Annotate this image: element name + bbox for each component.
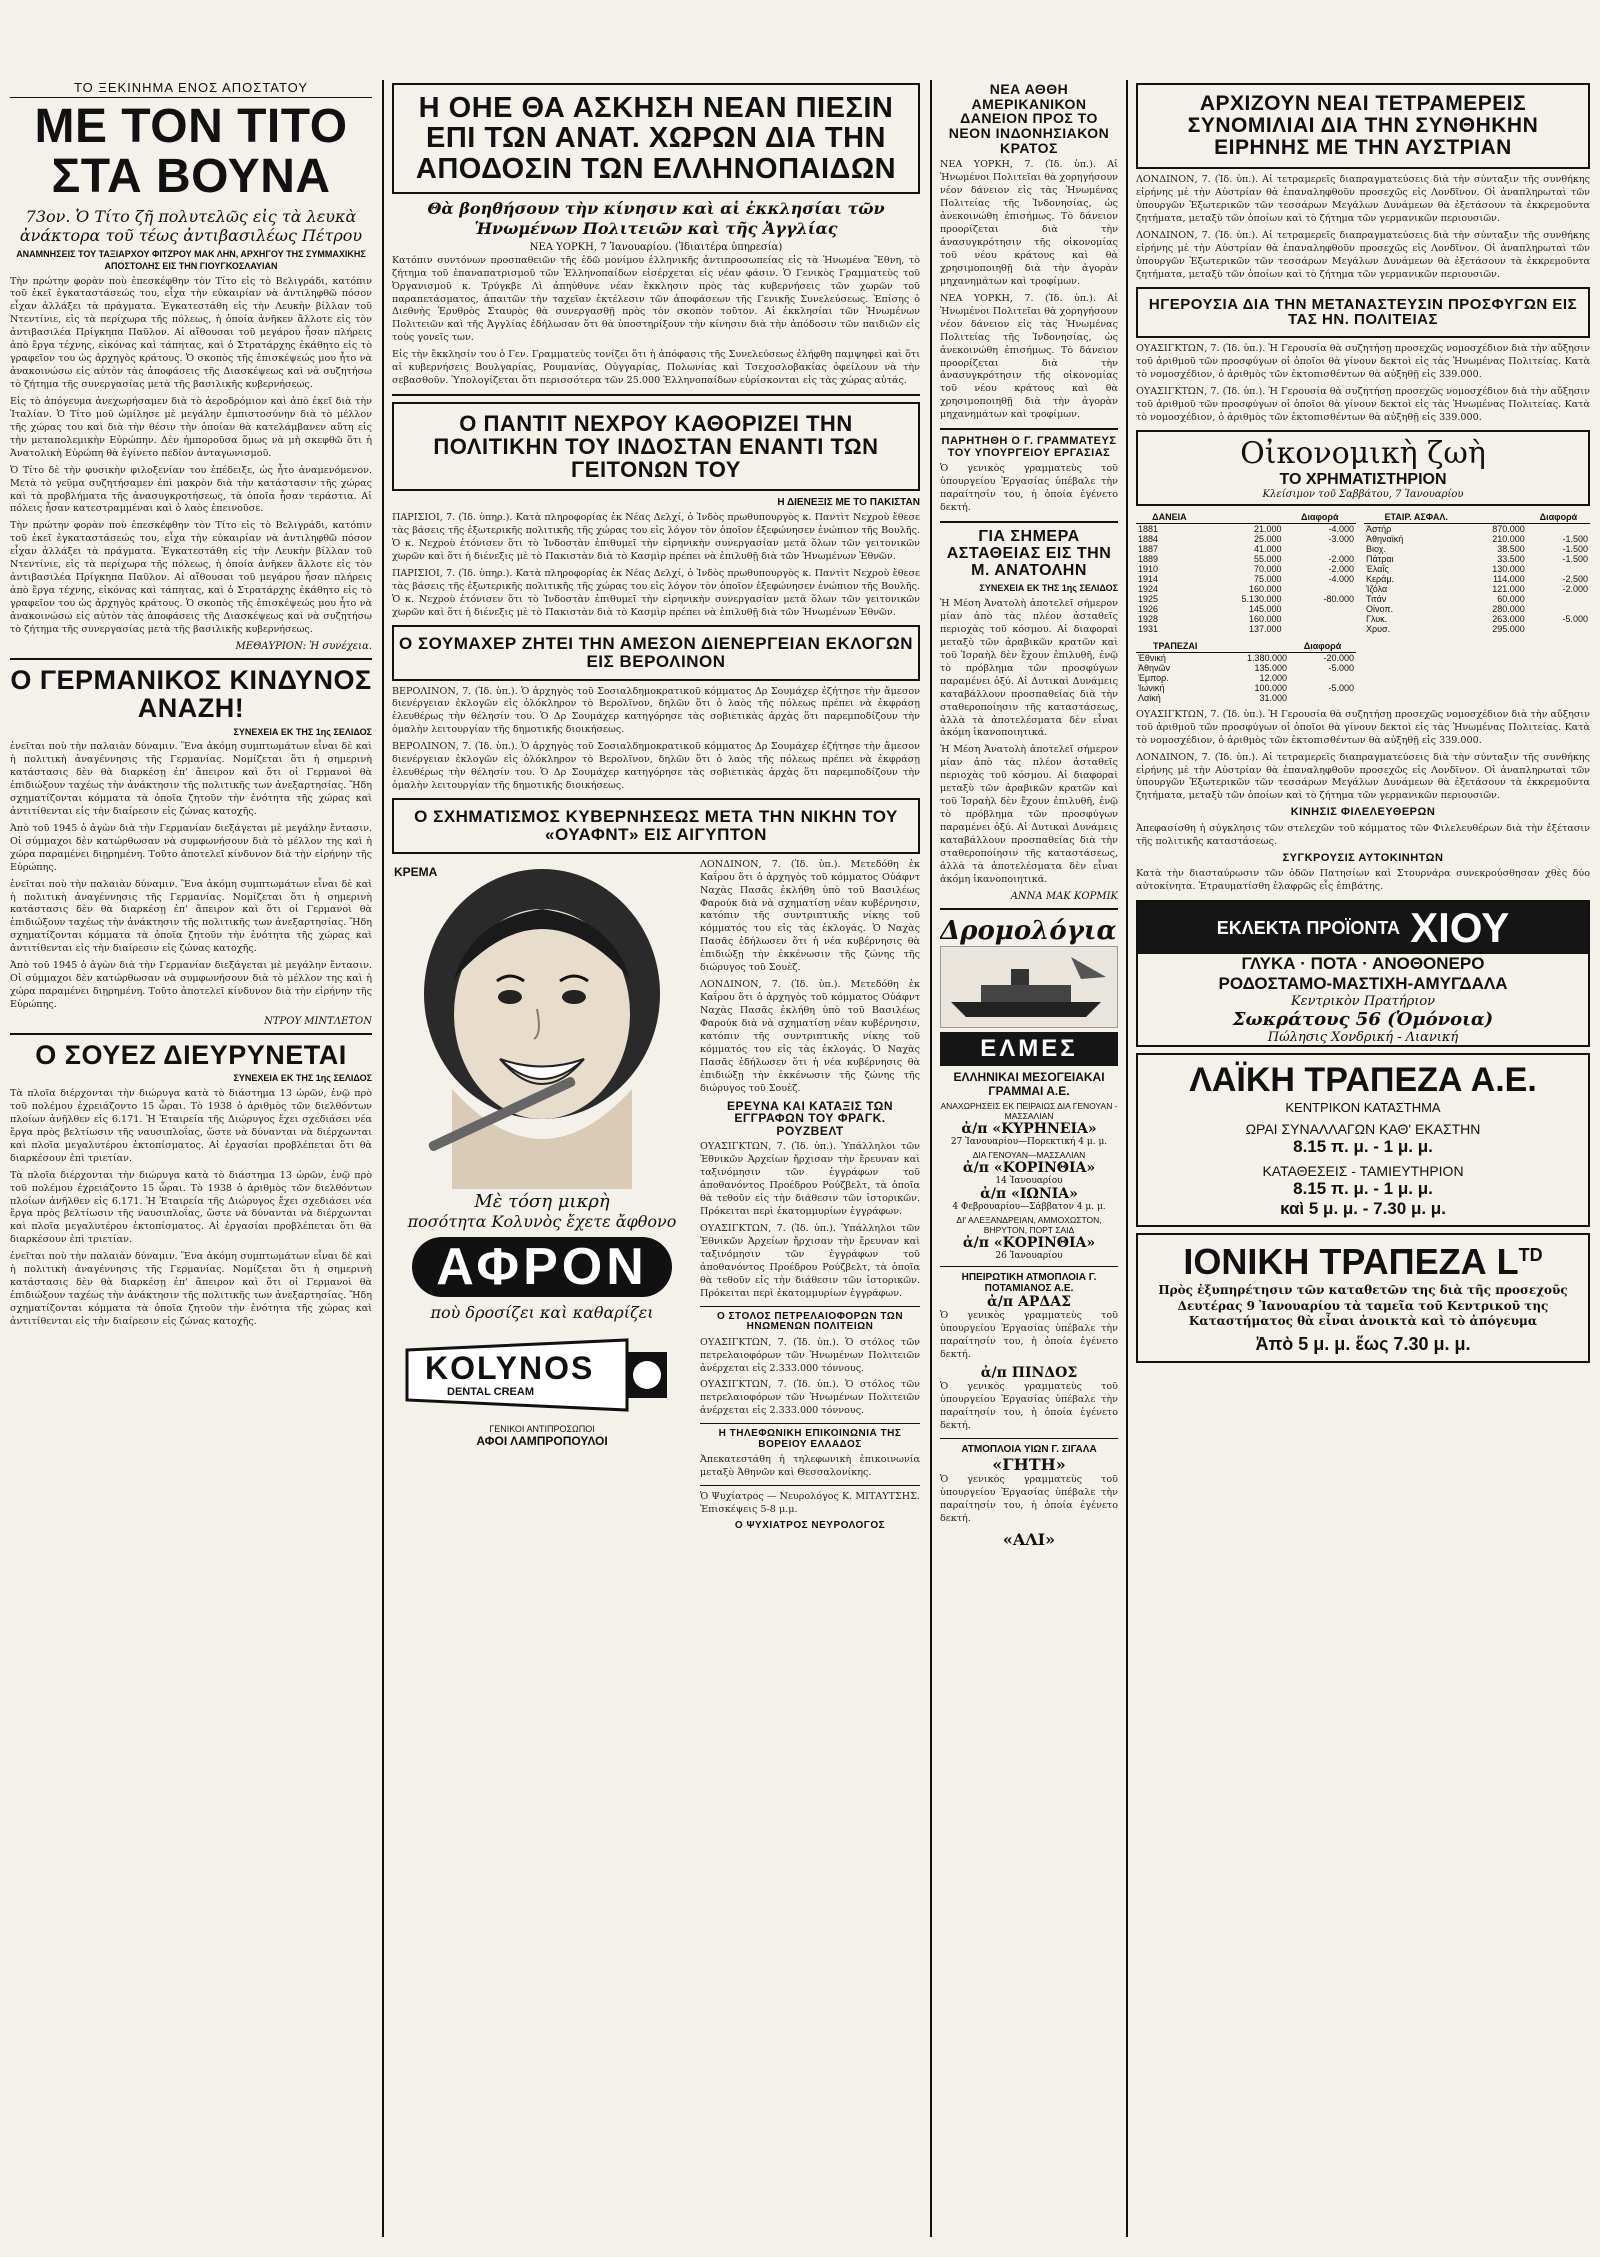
headline-telephone: Η ΤΗΛΕΦΩΝΙΚΗ ΕΠΙΚΟΙΝΩΝΙΑ ΤΗΣ ΒΟΡΕΙΟΥ ΕΛΛΑΔΟΣ <box>718 1428 902 1450</box>
table-cell <box>1284 604 1356 614</box>
table-cell: 280.000 <box>1492 603 1525 614</box>
table-cell: Πάτραι <box>1366 553 1394 564</box>
article-body: ΒΕΡΟΛΙΝΟΝ, 7. (Ἰδ. ὑπ.). Ὁ ἀρχηγὸς τοῦ Σοσιαλδημοκρατικοῦ κόμματος Δρ Σουμάχερ ἐζήτησε τὴν ἄμεσον διενέργειαν ἐκλογῶν εἰς ὁλόκληρον τὸ Βερολῖνον, δηλῶν ὅτι ὁ λαὸς τῆς πόλεως πρέπει νὰ ἐκφράσῃ ἐλευθέρως τὴν θέλησίν του. Ὁ Δρ Σουμάχερ κατηγόρησε τὰς σοβιετικὰς ἀρχὰς ὅτι παρεμποδίζουν τὴν ὁμαλὴν λειτουργίαν τῆς δημοτικῆς διοικήσεως. <box>392 741 920 792</box>
tube-subtext: DENTAL CREAM <box>447 1385 534 1398</box>
insurance-table <box>1364 511 1590 634</box>
table-row <box>1136 564 1356 574</box>
smiling-woman-icon <box>392 859 692 1189</box>
shipping-ad <box>940 916 1118 1549</box>
table-header <box>1214 640 1289 653</box>
table-row <box>1136 523 1356 534</box>
table-header: Διαφορά <box>1527 511 1590 524</box>
divider <box>392 394 920 396</box>
headline-indonesia: ΝΕΑ ΑΘΘΗ ΑΜΕΡΙΚΑΝΙΚΟΝ ΔΑΝΕΙΟΝ ΠΡΟΣ ΤΟ ΝΕΟΝ ΙΝΔΟΝΗΣΙΑΚΟΝ ΚΡΑΤΟΣ <box>948 81 1110 156</box>
article-body: Τὴν πρώτην φορὰν ποὺ ἐπεσκέφθην τὸν Τίτο εἰς τὸ Βελιγράδι, κατόπιν τοῦ ἐκεῖ ἐγκαταστάσεώς του, εἶχα τὴν εὐκαιρίαν νὰ ἀντιληφθῶ πόσον εἶχαν ἀλλάξει τὰ πράγματα. Ἐγκατεστάθη εἰς τὴν Λευκὴν βίλλαν τοῦ Ντεντίνιε, εἰς τὰ περίχωρα τῆς πόλεως, ἡ ὁποία ἀνῆκεν ἄλλοτε εἰς τὸν ἀντιβασιλέα Πρίγκηπα Παῦλον. Αἱ αἴθουσαι τοῦ μεγάρου ἦσαν πλήρεις ἀπὸ ἔργα τέχνης, εἰκόνας καὶ τάπητας, καὶ ὁ Στρατάρχης ἐκάθητο εἰς τὸ γραφεῖον του ὡς ἀρχηγὸς κράτους. Ὁ σκοπὸς τῆς ἐπισκέψεώς μου ἦτο νὰ ἀνακοινώσω εἰς αὐτὸν τὰς ἀποφάσεις τῆς Διασκέψεως καὶ νὰ συζητήσω τὸ ζήτημα τῆς συνεργασίας μετὰ τῆς βασιλικῆς κυβερνήσεως. <box>10 520 372 635</box>
table-row <box>1136 534 1356 544</box>
table-cell: -3.000 <box>1328 533 1354 544</box>
table-cell: 1881 <box>1138 523 1159 534</box>
table-row <box>1136 673 1356 683</box>
bank-hours: 8.15 π. μ. - 1 μ. μ. <box>1293 1137 1433 1157</box>
table-cell: 1924 <box>1138 583 1159 594</box>
table-cell: 135.000 <box>1254 662 1288 673</box>
article-body: ΛΟΝΔΙΝΟΝ, 7. (Ἰδ. ὑπ.). Αἱ τετραμερεῖς διαπραγματεύσεις διὰ τὴν σύνταξιν τῆς συνθήκης εἰρήνης μὲ τὴν Αὐστρίαν θὰ ἐπαναληφθοῦν προσεχῶς εἰς Λονδῖνον. Οἱ ἀναπληρωταὶ τῶν ὑπουργῶν Ἐξωτερικῶν τῶν τεσσάρων Μεγάλων Δυνάμεων θὰ ἐξετάσουν τὰ ἐκκρεμοῦντα ζητήματα, μεταξὺ τῶν ὁποίων καὶ τὸ ζήτημα τῶν γερμανικῶν περιουσιῶν. <box>1136 229 1590 280</box>
table-cell: 1910 <box>1138 563 1159 574</box>
author: ΑΝΝΑ ΜΑΚ ΚΟΡΜΙΚ <box>1010 890 1118 902</box>
article-body: Ἀπὸ τοῦ 1945 ὁ ἀγὼν διὰ τὴν Γερμανίαν διεξάγεται μὲ μεγάλην ἔντασιν. Οἱ σύμμαχοι δὲν κατώρθωσαν νὰ συμφωνήσουν διὰ τὸ μέλλον της καὶ ἡ χώρα παραμένει διῃρημένη. Τοῦτο ἀποτελεῖ κίνδυνον διὰ τὴν εἰρήνην τῆς Εὐρώπης. <box>10 822 372 873</box>
bank-text: Πρὸς ἐξυπηρέτησιν τῶν καταθετῶν της διὰ τῆς προσεχοῦς Δευτέρας 9 Ἰανουαρίου τὰ ταμεῖα τοῦ Κεντρικοῦ της Καταστήματος θὰ εἶναι ἀνοικτὰ καὶ τὸ ἀπόγευμα <box>1158 1283 1568 1329</box>
article-body: ἐνεῖται ποὺ τὴν παλαιὰν δύναμιν. Ἕνα ἀκόμη συμπτωμάτων εἶναι δὲ καὶ ἡ πολιτικὴ ἀναγέννησις τῆς Γερμανίας. Νομίζεται ὅτι ἡ σημερινὴ κατάστασις δὲν θὰ διαρκέσῃ ἐπ' ἄπειρον καὶ ὅτι οἱ Γερμανοὶ θὰ ἐπιδιώξουν ταχέως τὴν ἀνάκτησιν τῆς πολιτικῆς των ἀνεξαρτησίας. Ἤδη σχηματίζονται κόμματα τὰ ὁποῖα ζητοῦν τὴν ἑνότητα τῆς χώρας καὶ ἀντιτίθενται εἰς τὴν διαίρεσιν εἰς ζώνας κατοχῆς. <box>10 741 372 817</box>
article-body: ΛΟΝΔΙΝΟΝ, 7. (Ἰδ. ὑπ.). Αἱ τετραμερεῖς διαπραγματεύσεις διὰ τὴν σύνταξιν τῆς συνθήκης εἰρήνης μὲ τὴν Αὐστρίαν θὰ ἐπαναληφθοῦν προσεχῶς εἰς Λονδῖνον. Οἱ ἀναπληρωταὶ τῶν ὑπουργῶν Ἐξωτερικῶν τῶν τεσσάρων Μεγάλων Δυνάμεων θὰ ἐξετάσουν τὰ ἐκκρεμοῦντα ζητήματα, μεταξὺ τῶν ὁποίων καὶ τὸ ζήτημα τῶν γερμανικῶν περιουσιῶν. <box>1136 751 1590 802</box>
article-body: Κατόπιν συντόνων προσπαθειῶν τῆς ἑδῶ μονίμου ἑλληνικῆς ἀντιπροσωπείας εἰς τὰ Ἡνωμένα Ἔθνη, τὸ ζήτημα τοῦ ἐπαναπατρισμοῦ τῶν Ἑλληνοπαίδων εἰσέρχεται εἰς νέαν φάσιν. Ὁ Γενικὸς Γραμματεὺς τοῦ Ὀργανισμοῦ κ. Τρύγκβε Λὶ ἀπηύθυνε νέαν ἔκκλησιν πρὸς τὰς κυβερνήσεις τῶν χωρῶν τοῦ παραπετάσματος, ἀπαιτῶν τὴν ταχεῖαν ἐκτέλεσιν τῶν ἀποφάσεων τῆς Γενικῆς Συνελεύσεως. Ἐπίσης ὁ Διεθνὴς Ἐρυθρὸς Σταυρὸς θὰ συνεργασθῇ πρὸς τὸν σκοπὸν τοῦτον. Αἱ ἐκκλησίαι τῶν Ἡνωμένων Πολιτειῶν καὶ τῆς Ἀγγλίας ἐδήλωσαν ὅτι θὰ ὑποστηρίξουν τὴν κίνησιν διὰ τὴν ἀπόδοσιν τῶν παιδιῶν εἰς τοὺς γονεῖς των. <box>392 254 920 344</box>
table-cell: -1.500 <box>1562 543 1588 554</box>
table-cell: Ἐμπορ. <box>1138 672 1169 683</box>
table-cell <box>1284 624 1356 634</box>
article-body: ἐνεῖται ποὺ τὴν παλαιὰν δύναμιν. Ἕνα ἀκόμη συμπτωμάτων εἶναι δὲ καὶ ἡ πολιτικὴ ἀναγέννησις τῆς Γερμανίας. Νομίζεται ὅτι ἡ σημερινὴ κατάστασις δὲν θὰ διαρκέσῃ ἐπ' ἄπειρον καὶ ὅτι οἱ Γερμανοὶ θὰ ἐπιδιώξουν ταχέως τὴν ἀνάκτησιν τῆς πολιτικῆς των ἀνεξαρτησίας. Ἤδη σχηματίζονται κόμματα τὰ ὁποῖα ζητοῦν τὴν ἑνότητα τῆς χώρας καὶ ἀντιτίθενται εἰς τὴν διαίρεσιν εἰς ζώνας κατοχῆς. <box>10 878 372 955</box>
table-row <box>1364 574 1590 584</box>
table-row <box>1364 594 1590 604</box>
table-cell: -20.000 <box>1323 652 1354 663</box>
table-row <box>1364 544 1590 554</box>
headline-box <box>1136 287 1590 339</box>
table-cell: 137.000 <box>1248 623 1282 634</box>
article-body: ΛΟΝΔΙΝΟΝ, 7. (Ἰδ. ὑπ.). Μετεδόθη ἐκ Καΐρου ὅτι ὁ ἀρχηγὸς τοῦ κόμματος Οὐάφντ Ναχὰς Πασᾶς ἐκλήθη ὑπὸ τοῦ Βασιλέως Φαρούκ διὰ νὰ σχηματίσῃ νέαν κυβέρνησιν, κατόπιν τῆς συντριπτικῆς νίκης τοῦ κόμματός του εἰς τὰς ἐκλογάς. Ὁ Ναχὰς Πασᾶς ἐδήλωσεν ὅτι ἡ νέα κυβέρνησις θὰ ἐπιδιώξῃ τὴν ἐκκένωσιν τῆς ζώνης τῆς διώρυγος τοῦ Σουὲζ. <box>700 979 920 1094</box>
article-body: ΛΟΝΔΙΝΟΝ, 7. (Ἰδ. ὑπ.). Μετεδόθη ἐκ Καΐρου ὅτι ὁ ἀρχηγὸς τοῦ κόμματος Οὐάφντ Ναχὰς Πασᾶς ἐκλήθη ὑπὸ τοῦ Βασιλέως Φαρούκ διὰ νὰ σχηματίσῃ νέαν κυβέρνησιν, κατόπιν τῆς συντριπτικῆς νίκης τοῦ κόμματός του εἰς τὰς ἐκλογάς. Ὁ Ναχὰς Πασᾶς ἐδήλωσεν ὅτι ἡ νέα κυβέρνησις θὰ ἐπιδιώξῃ τὴν ἐκκένωσιν τῆς ζώνης τῆς διώρυγος τοῦ Σουὲζ. <box>700 858 920 974</box>
article-body: Ὁ γενικὸς γραμματεὺς τοῦ ὑπουργείου Ἐργασίας ὑπέβαλε τὴν παραίτησίν του, ἡ ὁποία ἐγένετο δεκτή. <box>940 1381 1118 1432</box>
table-row <box>1364 564 1590 574</box>
table-row <box>1136 584 1356 594</box>
route: ΔΙΑ ΓΕΝΟΥΑΝ—ΜΑΣΣΑΛΙΑΝ <box>972 1149 1086 1160</box>
table-cell: Κεράμ. <box>1366 573 1395 584</box>
article-body: Ἀπὸ τοῦ 1945 ὁ ἀγὼν διὰ τὴν Γερμανίαν διεξάγεται μὲ μεγάλην ἔντασιν. Οἱ σύμμαχοι δὲν κατώρθωσαν νὰ συμφωνήσουν διὰ τὸ μέλλον της καὶ ἡ χώρα παραμένει διῃρημένη. Τοῦτο ἀποτελεῖ κίνδυνον διὰ τὴν εἰρήνην τῆς Εὐρώπης. <box>10 960 372 1011</box>
table-cell: Ἰωνική <box>1138 682 1165 693</box>
headline-tito: ΜΕ ΤΟΝ ΤΙΤΟ ΣΤΑ ΒΟΥΝΑ <box>34 100 348 204</box>
two-column-block <box>392 859 920 1536</box>
table-cell: 41.000 <box>1254 543 1282 554</box>
bank-line: ΚΑΤΑΘΕΣΕΙΣ - ΤΑΜΙΕΥΤΗΡΙΟΝ <box>1262 1163 1464 1180</box>
subheadline: Η ΔΙΕΝΕΞΙΣ ΜΕ ΤΟ ΠΑΚΙΣΤΑΝ <box>777 497 920 509</box>
column-indonesia <box>940 78 1118 2237</box>
divider <box>10 658 372 660</box>
table-row <box>1364 604 1590 614</box>
table-cell: 263.000 <box>1492 613 1525 624</box>
divider <box>700 1306 920 1307</box>
divider <box>10 1033 372 1035</box>
divider <box>940 908 1118 910</box>
table-cell: 1887 <box>1138 543 1159 554</box>
table-cell: 12.000 <box>1259 672 1288 683</box>
article-body: Τὰ πλοῖα διέρχονται τὴν διώρυγα κατὰ τὸ διάστημα 13 ὡρῶν, ἐνῷ πρὸ τοῦ πολέμου ἐχρειάζοντο 15 ὧραι. Τὸ 1938 ὁ ἀριθμὸς τῶν διελθόντων πλοίων ἀνῆλθεν εἰς 6.171. Ἡ Ἑταιρεία τῆς Διώρυγος ἔχει σχεδιάσει νέα ἔργα πρὸς βελτίωσιν τῆς ναυσιπλοΐας, ὥστε νὰ δύνανται νὰ διέρχωνται καὶ πλοῖα μεγαλυτέρου ἐκτοπίσματος. Αἱ ἐργασίαι προβλέπεται ὅτι θὰ διαρκέσουν ἐπὶ τριετίαν. <box>10 1169 372 1246</box>
table-cell: Ἀστήρ <box>1366 523 1392 534</box>
article-body: ΟΥΑΣΙΓΚΤΩΝ, 7. (Ἰδ. ὑπ.). Ἡ Γερουσία θὰ συζητήσῃ προσεχῶς νομοσχέδιον διὰ τὴν αὔξησιν τοῦ ἀριθμοῦ τῶν προσφύγων οἱ ὁποῖοι θὰ γίνουν δεκτοὶ εἰς τὰς Ἡνωμένας Πολιτείας. Κατὰ τὸ νομοσχέδιον, ὁ ἀριθμὸς τῶν ἐκτοπισθέντων θὰ αὐξηθῇ εἰς 339.000. <box>1136 385 1590 423</box>
table-cell: -5.000 <box>1328 662 1354 673</box>
chios-top: ΕΚΛΕΚΤΑ ΠΡΟΪΟΝΤΑ <box>1216 917 1401 938</box>
table-cell: 33.500 <box>1497 553 1525 564</box>
quotes-block <box>1136 511 1590 703</box>
table-cell: 70.000 <box>1254 563 1282 574</box>
ship-name: ἀ/π «ΚΟΡΙΝΘΙΑ» <box>962 1159 1096 1176</box>
economy-subtitle: ΤΟ ΧΡΗΜΑΤΙΣΤΗΡΙΟΝ <box>1279 470 1447 488</box>
ship-illustration <box>940 946 1118 1028</box>
table-cell: 1928 <box>1138 613 1159 624</box>
table-header: Διαφορά <box>1289 640 1356 653</box>
ad-agent: ΑΦΟΙ ΛΑΜΠΡΟΠΟΥΛΟΙ <box>476 1433 608 1448</box>
subcolumn <box>700 859 920 1536</box>
table-row <box>1136 683 1356 693</box>
table-cell: Ἐθνική <box>1138 652 1166 663</box>
table-header <box>1468 511 1526 524</box>
table-cell: 145.000 <box>1248 603 1282 614</box>
table-cell: Λαϊκή <box>1138 692 1161 703</box>
bank-brand-text: ΙΟΝΙΚΗ ΤΡΑΠΕΖΑ L <box>1183 1241 1519 1283</box>
headline-box <box>392 798 920 854</box>
article-body: ΟΥΑΣΙΓΚΤΩΝ, 7. (Ἰδ. ὑπ.). Ὑπάλληλοι τῶν Ἐθνικῶν Ἀρχείων ἤρχισαν τὴν ἔρευναν καὶ ταξινόμησιν τῶν ἐγγράφων τοῦ ἀποθανόντος Προέδρου Ρούζβελτ, τὰ ὁποῖα θὰ τεθοῦν εἰς τὴν διάθεσιν τῶν ἱστορικῶν. Πρόκειται περὶ ἑκατομμυρίων ἐγγράφων. <box>700 1223 920 1299</box>
continuation-label: ΣΥΝΕΧΕΙΑ ΕΚ ΤΗΣ 1ης ΣΕΛΙΔΟΣ <box>233 726 372 737</box>
ship-name: «ΓΗΤΗ» <box>992 1455 1066 1475</box>
column-rule <box>382 80 384 2237</box>
divider <box>940 1438 1118 1439</box>
table-cell: -4.000 <box>1328 573 1354 584</box>
bank-line: ΩΡΑΙ ΣΥΝΑΛΛΑΓΩΝ ΚΑΘ' ΕΚΑΣΤΗΝ <box>1245 1121 1481 1138</box>
chios-line: Κεντρικὸν Πρατήριον <box>1290 994 1436 1010</box>
table-cell <box>1527 564 1590 574</box>
chios-line: Πώλησις Χονδρική - Λιανική <box>1267 1030 1459 1046</box>
headline-refugees: ΗΓΕΡΟΥΣΙΑ ΔΙΑ ΤΗΝ ΜΕΤΑΝΑΣΤΕΥΣΙΝ ΠΡΟΣΦΥΓΩΝ ΕΙΣ ΤΑΣ ΗΝ. ΠΟΛΙΤΕΙΑΣ <box>1148 295 1578 329</box>
series-caption: ΑΝΑΜΝΗΣΕΙΣ ΤΟΥ ΤΑΞΙΑΡΧΟΥ ΦΙΤΖΡΟΥ ΜΑΚ ΛΗΝ, ΑΡΧΗΓΟΥ ΤΗΣ ΣΥΜΜΑΧΙΚΗΣ ΑΠΟΣΤΟΛΗΣ ΕΙΣ ΤΗΝ ΓΙΟΥΓΚΟΣΛΑΥΙΑΝ <box>16 249 366 271</box>
table-row <box>1364 534 1590 544</box>
table-row <box>1136 604 1356 614</box>
table-row <box>1364 624 1590 634</box>
quotes-right <box>1364 511 1590 703</box>
ad-tagline: Μὲ τόση μικρὴ <box>474 1190 610 1212</box>
column-un <box>392 78 920 2237</box>
doctor-notice-title: Ο ΨΥΧΙΑΤΡΟΣ ΝΕΥΡΟΛΟΓΟΣ <box>734 1520 886 1531</box>
table-row <box>1136 663 1356 673</box>
ad-agent: ΓΕΝΙΚΟΙ ΑΝΤΙΠΡΟΣΩΠΟΙ <box>489 1423 595 1434</box>
ship-name: «ΑΛΙ» <box>1002 1529 1056 1549</box>
table-cell: -4.000 <box>1328 523 1354 534</box>
table-header: ΤΡΑΠΕΖΑΙ <box>1136 640 1214 653</box>
headline-austria: ΑΡΧΙΖΟΥΝ ΝΕΑΙ ΤΕΤΡΑΜΕΡΕΙΣ ΣΥΝΟΜΙΛΙΑΙ ΔΙΑ ΤΗΝ ΣΥΝΘΗΚΗΝ ΕΙΡΗΝΗΣ ΜΕ ΤΗΝ ΑΥΣΤΡΙΑΝ <box>1187 92 1539 160</box>
kolynos-ad <box>392 859 692 1536</box>
chios-header <box>1138 902 1588 954</box>
divider <box>700 1485 920 1486</box>
ad-tagline: ποὺ δροσίζει καὶ καθαρίζει <box>430 1302 654 1322</box>
table-cell: 114.000 <box>1492 573 1525 584</box>
line-brand: ΕΛΜΕΣ <box>940 1032 1118 1066</box>
article-body: ΒΕΡΟΛΙΝΟΝ, 7. (Ἰδ. ὑπ.). Ὁ ἀρχηγὸς τοῦ Σοσιαλδημοκρατικοῦ κόμματος Δρ Σουμάχερ ἐζήτησε τὴν ἄμεσον διενέργειαν ἐκλογῶν εἰς ὁλόκληρον τὸ Βερολῖνον, δηλῶν ὅτι ὁ λαὸς τῆς πόλεως πρέπει νὰ ἐκφράσῃ ἐλευθέρως τὴν θέλησίν του. Ὁ Δρ Σουμάχερ κατηγόρησε τὰς σοβιετικὰς ἀρχὰς ὅτι παρεμποδίζουν τὴν ὁμαλὴν λειτουργίαν τῆς δημοτικῆς διοικήσεως. <box>392 685 920 736</box>
economy-title: Οἰκονομικὴ ζωὴ <box>1240 435 1486 471</box>
article-body: Τὴν πρώτην φορὰν ποὺ ἐπεσκέφθην τὸν Τίτο εἰς τὸ Βελιγράδι, κατόπιν τοῦ ἐκεῖ ἐγκαταστάσεώς του, εἶχα τὴν εὐκαιρίαν νὰ ἀντιληφθῶ πόσον εἶχαν ἀλλάξει τὰ πράγματα. Ἐγκατεστάθη εἰς τὴν Λευκὴν βίλλαν τοῦ Ντεντίνιε, εἰς τὰ περίχωρα τῆς πόλεως, ἡ ὁποία ἀνῆκεν ἄλλοτε εἰς τὸν ἀντιβασιλέα Πρίγκηπα Παῦλον. Αἱ αἴθουσαι τοῦ μεγάρου ἦσαν πλήρεις ἀπὸ ἔργα τέχνης, εἰκόνας καὶ τάπητας, καὶ ὁ Στρατάρχης ἐκάθητο εἰς τὸ γραφεῖον του ὡς ἀρχηγὸς κράτους. Ὁ σκοπὸς τῆς ἐπισκέψεώς μου ἦτο νὰ ἀνακοινώσω εἰς αὐτὸν τὰς ἀποφάσεις τῆς Διασκέψεως καὶ νὰ συζητήσω τὸ ζήτημα τῆς συνεργασίας μετὰ τῆς βασιλικῆς κυβερνήσεως. <box>10 275 372 391</box>
sailing-date: 14 Ἰανουαρίου <box>995 1175 1063 1186</box>
ship-name: ἀ/π «ΙΩΝΙΑ» <box>980 1185 1078 1202</box>
article-body: ΟΥΑΣΙΓΚΤΩΝ, 7. (Ἰδ. ὑπ.). Ἡ Γερουσία θὰ συζητήσῃ προσεχῶς νομοσχέδιον διὰ τὴν αὔξησιν τοῦ ἀριθμοῦ τῶν προσφύγων οἱ ὁποῖοι θὰ γίνουν δεκτοὶ εἰς τὰς Ἡνωμένας Πολιτείας. Κατὰ τὸ νομοσχέδιον, ὁ ἀριθμὸς τῶν ἐκτοπισθέντων θὰ αὐξηθῇ εἰς 339.000. <box>1136 343 1590 381</box>
table-cell: 5.130.000 <box>1241 593 1282 604</box>
headline-labour: ΠΑΡΗΤΗΘΗ Ο Γ. ΓΡΑΜΜΑΤΕΥΣ ΤΟΥ ΥΠΟΥΡΓΕΙΟΥ ΕΡΓΑΣΙΑΣ <box>941 435 1117 459</box>
table-cell <box>1527 523 1590 534</box>
chios-line: ΓΛΥΚΑ · ΠΟΤΑ · ΑΝΟΘΟΝΕΡΟ <box>1241 954 1485 974</box>
article-body: ΟΥΑΣΙΓΚΤΩΝ, 7. (Ἰδ. ὑπ.). Ὁ στόλος τῶν πετρελαιοφόρων τῶν Ἡνωμένων Πολιτειῶν ἀνέρχεται εἰς 2.333.000 τόννους. <box>700 1379 920 1417</box>
subheadline: Θὰ βοηθήσουν τὴν κίνησιν καὶ αἱ ἐκκλησίαι τῶν Ἡνωμένων Πολιτειῶν καὶ τῆς Ἀγγλίας <box>427 199 885 238</box>
article-body: Εἰς τὸ ἀπόγευμα ἀνεχωρήσαμεν διὰ τὸ ἀεροδρόμιον καὶ ἀπὸ ἐκεῖ διὰ τὴν Ἰταλίαν. Ὁ Τίτο μοῦ ὡμίλησε μὲ μεγάλην ἐμπιστοσύνην διὰ τὸ μέλλον τῆς χώρας του καὶ διὰ τὴν θέσιν τὴν ὁποίαν θὰ κατελάμβανεν αὕτη εἰς τὴν μεταπολεμικὴν Εὐρώπην. Δὲν ἠμποροῦσα ὅμως νὰ μὴ σκεφθῶ ὅτι ἡ Ἀνατολικὴ Εὐρώπη θὰ ἐγίνετο πεδίον ἀνταγωνισμοῦ. <box>10 395 372 459</box>
table-cell: Χρυσ. <box>1366 623 1391 634</box>
dateline: ΝΕΑ ΥΟΡΚΗ, 7 Ἰανουαρίου. (Ἰδιαιτέρα ὑπηρεσία) <box>529 241 783 253</box>
ship-icon <box>941 947 1118 1027</box>
article-body: ΝΕΑ ΥΟΡΚΗ, 7. (Ἰδ. ὑπ.). Αἱ Ἡνωμένοι Πολιτεῖαι θὰ χορηγήσουν νέον δάνειον εἰς τὰς Ἡνωμένας Πολιτείας τῆς Ἰνδονησίας, ὡς ἀνεκοινώθη ἐπισήμως. Τὸ δάνειον προορίζεται διὰ τὴν ἀνασυγκρότησιν τῆς οἰκονομίας τοῦ νέου κράτους καὶ θὰ χρησιμοποιηθῇ διὰ τὴν ἀγορὰν μηχανημάτων καὶ τροφίμων. <box>940 159 1118 287</box>
article-body: Ὁ γενικὸς γραμματεὺς τοῦ ὑπουργείου Ἐργασίας ὑπέβαλε τὴν παραίτησίν του, ἡ ὁποία ἐγένετο δεκτή. <box>940 1309 1118 1360</box>
divider <box>940 521 1118 523</box>
bank-brand-sup: TD <box>1518 1245 1543 1266</box>
article-body: Τὰ πλοῖα διέρχονται τὴν διώρυγα κατὰ τὸ διάστημα 13 ὡρῶν, ἐνῷ πρὸ τοῦ πολέμου ἐχρειάζοντο 15 ὧραι. Τὸ 1938 ὁ ἀριθμὸς τῶν διελθόντων πλοίων ἀνῆλθεν εἰς 6.171. Ἡ Ἑταιρεία τῆς Διώρυγος ἔχει σχεδιάσει νέα ἔργα πρὸς βελτίωσιν τῆς ναυσιπλοΐας, ὥστε νὰ δύνανται νὰ διέρχωνται καὶ πλοῖα μεγαλυτέρου ἐκτοπίσματος. Αἱ ἐργασίαι προβλέπεται ὅτι θὰ διαρκέσουν ἐπὶ τριετίαν. <box>10 1088 372 1164</box>
ship-name: ἀ/π «ΚΟΡΙΝΘΙΑ» <box>962 1234 1096 1251</box>
table-cell: Ἀθηναϊκή <box>1366 533 1404 544</box>
table-cell: Γλυκ. <box>1366 613 1388 624</box>
kicker: ΤΟ ΞΕΚΙΝΗΜΑ ΕΝΟΣ ΑΠΟΣΤΑΤΟΥ <box>10 78 372 98</box>
table-cell: 1931 <box>1138 623 1159 634</box>
table-cell: 870.000 <box>1492 523 1525 534</box>
route: ΔΙ' ΑΛΕΞΑΝΔΡΕΙΑΝ, ΑΜΜΟΧΩΣΤΟΝ, ΒΗΡΥΤΟΝ, ΠΟΡΤ ΣΑΙΔ <box>956 1214 1102 1235</box>
table-row <box>1136 652 1356 663</box>
table-cell: -2.000 <box>1328 563 1354 574</box>
table-row <box>1136 554 1356 564</box>
column-austria <box>1136 78 1590 2237</box>
table-cell <box>1527 624 1590 634</box>
chios-line: Σωκράτους 56 (Ὁμόνοια) <box>1232 1009 1494 1031</box>
economy-box <box>1136 430 1590 506</box>
table-cell <box>1527 604 1590 614</box>
headline-liberals: ΚΙΝΗΣΙΣ ΦΙΛΕΛΕΥΘΕΡΩΝ <box>1290 806 1436 819</box>
table-cell: Ἰζόλα <box>1366 583 1388 594</box>
sailing-date: 26 Ἰανουαρίου <box>995 1250 1063 1261</box>
table-cell <box>1289 673 1356 683</box>
table-cell: -5.000 <box>1562 613 1588 624</box>
table-cell: 21.000 <box>1254 523 1282 534</box>
table-cell: Οἰνοπ. <box>1366 603 1394 614</box>
article-body: ΟΥΑΣΙΓΚΤΩΝ, 7. (Ἰδ. ὑπ.). Ὁ στόλος τῶν πετρελαιοφόρων τῶν Ἡνωμένων Πολιτειῶν ἀνέρχεται εἰς 2.333.000 τόννους. <box>700 1336 920 1374</box>
doctor-notice: Ὁ Ψυχίατρος — Νευρολόγος Κ. ΜΙΤΑΥΤΣΗΣ. Ἐπισκέψεις 5-8 μ.μ. <box>700 1491 920 1516</box>
table-row <box>1136 614 1356 624</box>
laiki-bank-ad <box>1136 1053 1590 1227</box>
table-cell: 1884 <box>1138 533 1159 544</box>
chios-brand: ΧΙΟΥ <box>1410 904 1510 952</box>
table-row <box>1364 584 1590 594</box>
economy-date: Κλείσιμον τοῦ Σαββάτου, 7 Ἰανουαρίου <box>1262 488 1464 500</box>
ad-top-label: ΚΡΕΜΑ <box>394 864 438 879</box>
bank-brand: ΛΑΪΚΗ ΤΡΑΠΕΖΑ Α.Ε. <box>1189 1061 1537 1100</box>
table-cell: -1.500 <box>1562 533 1588 544</box>
table-row <box>1364 614 1590 624</box>
table-cell: -5.000 <box>1328 682 1354 693</box>
table-header: Διαφορά <box>1284 511 1356 524</box>
headline-schumacher: Ο ΣΟΥΜΑΧΕΡ ΖΗΤΕΙ ΤΗΝ ΑΜΕΣΟΝ ΔΙΕΝΕΡΓΕΙΑΝ ΕΚΛΟΓΩΝ ΕΙΣ ΒΕΡΟΛΙΝΟΝ <box>399 633 913 671</box>
loans-table <box>1136 511 1356 634</box>
headline-suez: Ο ΣΟΥΕΖ ΔΙΕΥΡΥΝΕΤΑΙ <box>35 1039 347 1070</box>
article-body: Ἡ Μέση Ἀνατολὴ ἀποτελεῖ σήμερον μίαν ἀπὸ τὰς πλέον ἀσταθεῖς περιοχὰς τοῦ κόσμου. Αἱ διαφοραὶ μεταξὺ τῶν ἀραβικῶν κρατῶν καὶ τοῦ Ἰσραὴλ δὲν ἔχουν ἐπιλυθῆ, ἐνῷ τὸ πρόβλημα τῶν προσφύγων παραμένει ὀξύ. Αἱ Δυτικαὶ Δυνάμεις καταβάλλουν προσπαθείας διὰ τὴν σταθεροποίησιν τῆς καταστάσεως, ἀλλὰ τὰ ἀποτελέσματα δὲν εἶναι ἀκόμη ἱκανοποιητικά. <box>940 598 1118 739</box>
ship-name: ἀ/π «ΚΥΡΗΝΕΙΑ» <box>961 1120 1097 1137</box>
table-cell: -2.500 <box>1562 573 1588 584</box>
article-body: Κατὰ τὴν διασταύρωσιν τῶν ὁδῶν Πατησίων καὶ Στουρνάρα συνεκρούσθησαν χθὲς δύο αὐτοκίνητα. Ἐτραυματίσθη ἐλαφρῶς εἷς ἐπιβάτης. <box>1136 868 1590 893</box>
route: ΑΝΑΧΩΡΗΣΕΙΣ ΕΚ ΠΕΙΡΑΙΩΣ ΔΙΑ ΓΕΝΟΥΑΝ - ΜΑΣΣΑΛΙΑΝ <box>940 1100 1118 1121</box>
table-cell: 1914 <box>1138 573 1159 584</box>
table-cell: Τιτάν <box>1366 593 1387 604</box>
table-cell: -2.000 <box>1562 583 1588 594</box>
author: ΝΤΡΟΥ ΜΙΝΤΛΕΤΟΝ <box>264 1015 372 1027</box>
table-cell: 130.000 <box>1492 563 1525 574</box>
sailing-date: 27 Ἰανουαρίου—Πορεκτική 4 μ. μ. <box>950 1136 1108 1147</box>
tube-brand: KOLYNOS <box>425 1349 595 1386</box>
article-body: Ἀπεκατεστάθη ἡ τηλεφωνικὴ ἐπικοινωνία μεταξὺ Ἀθηνῶν καὶ Θεσσαλονίκης. <box>700 1454 920 1479</box>
ad-title: Δρομολόγια <box>940 915 1117 946</box>
article-body: ἐνεῖται ποὺ τὴν παλαιὰν δύναμιν. Ἕνα ἀκόμη συμπτωμάτων εἶναι δὲ καὶ ἡ πολιτικὴ ἀναγέννησις τῆς Γερμανίας. Νομίζεται ὅτι ἡ σημερινὴ κατάστασις δὲν θὰ διαρκέσῃ ἐπ' ἄπειρον καὶ ὅτι οἱ Γερμανοὶ θὰ ἐπιδιώξουν ταχέως τὴν ἀνάκτησιν τῆς πολιτικῆς των ἀνεξαρτησίας. Ἤδη σχηματίζονται κόμματα τὰ ὁποῖα ζητοῦν τὴν ἑνότητα τῆς χώρας καὶ ἀντιτίθενται εἰς τὴν διαίρεσιν εἰς ζώνας κατοχῆς. <box>10 1251 372 1327</box>
table-cell: -2.000 <box>1328 553 1354 564</box>
table-cell: 1889 <box>1138 553 1159 564</box>
article-body: Ὁ Τίτο δὲ τὴν φυσικὴν φιλοξενίαν του ἐπέδειξε, ὡς ἦτο ἀναμενόμενον. Μετὰ τὸ γεῦμα συζητήσαμεν ἐπὶ μακρὸν διὰ τὴν κατάστασιν τῆς χώρας καὶ τὰ προβλήματα τῆς ἀνασυγκροτήσεως, τὰ ὁποῖα ἦσαν τεράστια. Αἱ πόλεις ἦσαν κατεστραμμέναι καὶ ὁ λαὸς ἐπεινοῦσε. <box>10 464 372 515</box>
banks-table <box>1136 640 1356 703</box>
divider <box>940 1266 1118 1267</box>
article-body: Ὁ γενικὸς γραμματεὺς τοῦ ὑπουργείου Ἐργασίας ὑπέβαλε τὴν παραίτησίν του, ἡ ὁποία ἐγένετο δεκτή. <box>940 463 1118 514</box>
article-body: ΠΑΡΙΣΙΟΙ, 7. (Ἰδ. ὑπηρ.). Κατὰ πληροφορίας ἐκ Νέας Δελχί, ὁ Ἰνδὸς πρωθυπουργὸς κ. Παντὶτ Νεχροὺ ἔθεσε τὰς βάσεις τῆς ἐξωτερικῆς πολιτικῆς τῆς χώρας του εἰς λόγον τὸν ὁποῖον ἐξεφώνησεν ἐνώπιον τῆς Βουλῆς. Ὁ κ. Νεχροὺ ἐτόνισεν ὅτι τὸ Ἰνδοστὰν ἐπιθυμεῖ τὴν εἰρηνικὴν συνεργασίαν μετὰ ὅλων τῶν γειτονικῶν χωρῶν καὶ ὅτι ἡ διένεξις μὲ τὸ Πακιστὰν διὰ τὸ Κασμὶρ πρέπει νὰ ἐπιλυθῇ διὰ τῶν Ἡνωμένων Ἐθνῶν. <box>392 568 920 618</box>
line-company: ΗΠΕΙΡΩΤΙΚΗ ΑΤΜΟΠΛΟΙΑ Γ. ΠΟΤΑΜΙΑΝΟΣ Α.Ε. <box>961 1271 1097 1294</box>
ionian-bank-ad <box>1136 1233 1590 1363</box>
headline-box <box>392 625 920 681</box>
table-cell: 60.000 <box>1497 593 1525 604</box>
continuation-label: ΣΥΝΕΧΕΙΑ ΕΚ ΤΗΣ 1ης ΣΕΛΙΔΟΣ <box>979 583 1118 594</box>
table-cell: -1.500 <box>1562 553 1588 564</box>
table-header: ΔΑΝΕΙΑ <box>1136 511 1203 524</box>
headline-box <box>392 402 920 491</box>
table-row <box>1136 574 1356 584</box>
ad-brand: ΑΦΡΟΝ <box>412 1237 672 1297</box>
article-body: ΠΑΡΙΣΙΟΙ, 7. (Ἰδ. ὑπηρ.). Κατὰ πληροφορίας ἐκ Νέας Δελχί, ὁ Ἰνδὸς πρωθυπουργὸς κ. Παντὶτ Νεχροὺ ἔθεσε τὰς βάσεις τῆς ἐξωτερικῆς πολιτικῆς τῆς χώρας του εἰς λόγον τὸν ὁποῖον ἐξεφώνησεν ἐνώπιον τῆς Βουλῆς. Ὁ κ. Νεχροὺ ἐτόνισεν ὅτι τὸ Ἰνδοστὰν ἐπιθυμεῖ τὴν εἰρηνικὴν συνεργασίαν μετὰ ὅλων τῶν γειτονικῶν χωρῶν καὶ ὅτι ἡ διένεξις μὲ τὸ Πακιστὰν διὰ τὸ Κασμὶρ πρέπει νὰ ἐπιλυθῇ διὰ τῶν Ἡνωμένων Ἐθνῶν. <box>392 512 920 563</box>
chios-ad <box>1136 900 1590 1047</box>
table-cell: 38.500 <box>1497 543 1525 554</box>
table-row <box>1136 693 1356 703</box>
table-header <box>1203 511 1284 524</box>
table-header: ΕΤΑΙΡ. ΑΣΦΑΛ. <box>1364 511 1468 524</box>
ship-name: ἀ/π ΠΙΝΔΟΣ <box>980 1365 1078 1382</box>
table-cell: Ἀθηνῶν <box>1138 662 1171 673</box>
quotes-left <box>1136 511 1356 703</box>
table-row <box>1364 554 1590 564</box>
article-body: Ἀπεφασίσθη ἡ σύγκλησις τῶν στελεχῶν τοῦ κόμματος τῶν Φιλελευθέρων διὰ τὴν ἐξέτασιν τῆς πολιτικῆς καταστάσεως. <box>1136 822 1590 847</box>
bank-hours: καὶ 5 μ. μ. - 7.30 μ. μ. <box>1280 1199 1446 1219</box>
continuation-label: ΣΥΝΕΧΕΙΑ ΕΚ ΤΗΣ 1ης ΣΕΛΙΔΟΣ <box>233 1073 372 1084</box>
continuation-note: ΜΕΘΑΥΡΙΟΝ: Ἡ συνέχεια. <box>235 640 372 652</box>
article-body: Εἰς τὴν ἔκκλησίν του ὁ Γεν. Γραμματεὺς τονίζει ὅτι ἡ ἀπόφασις τῆς Συνελεύσεως ἐλήφθη παμψηφεὶ καὶ ὅτι αἱ κυβερνήσεις Βουλγαρίας, Ρουμανίας, Οὑγγαρίας, Πολωνίας καὶ Τσεχοσλοβακίας ὀφείλουν νὰ τὴν σεβασθοῦν. Ὑπολογίζεται ὅτι περισσότερα τῶν 25.000 Ἑλληνοπαίδων εὑρίσκονται εἰς τὰς χώρας αὐτάς. <box>392 349 920 387</box>
table-cell <box>1284 584 1356 594</box>
table-cell: 1926 <box>1138 603 1159 614</box>
subheadline: 73ον. Ὁ Τίτο ζῆ πολυτελῶς εἰς τὰ λευκὰ ἀνάκτορα τοῦ τέως ἀντιβασιλέως Πέτρου <box>19 206 363 245</box>
table-cell <box>1284 544 1356 554</box>
table-cell <box>1527 594 1590 604</box>
table-cell: 100.000 <box>1254 682 1288 693</box>
table-cell: 75.000 <box>1254 573 1282 584</box>
table-cell: 1925 <box>1138 593 1159 604</box>
table-row <box>1364 523 1590 534</box>
table-cell: 160.000 <box>1248 613 1282 624</box>
divider <box>700 1423 920 1424</box>
table-cell: Ἐλαΐς <box>1366 563 1389 574</box>
headline-egypt: Ο ΣΧΗΜΑΤΙΣΜΟΣ ΚΥΒΕΡΝΗΣΕΩΣ ΜΕΤΑ ΤΗΝ ΝΙΚΗΝ ΤΟΥ «ΟΥΑΦΝΤ» ΕΙΣ ΑΙΓΥΠΤΟΝ <box>414 807 898 844</box>
table-cell <box>1289 693 1356 703</box>
ship-name: ἀ/π ΑΡΔΑΣ <box>986 1293 1072 1310</box>
table-cell: 25.000 <box>1254 533 1282 544</box>
column-tito <box>10 78 372 2237</box>
headline-box <box>1136 83 1590 169</box>
article-body: ΟΥΑΣΙΓΚΤΩΝ, 7. (Ἰδ. ὑπ.). Ὑπάλληλοι τῶν Ἐθνικῶν Ἀρχείων ἤρχισαν τὴν ἔρευναν καὶ ταξινόμησιν τῶν ἐγγράφων τοῦ ἀποθανόντος Προέδρου Ρούζβελτ, τὰ ὁποῖα θὰ τεθοῦν εἰς τὴν διάθεσιν τῶν ἱστορικῶν. Πρόκειται περὶ ἑκατομμυρίων ἐγγράφων. <box>700 1141 920 1218</box>
table-cell: 1.380.000 <box>1246 652 1288 663</box>
ad-illustration <box>392 859 692 1189</box>
table-cell <box>1284 614 1356 624</box>
chios-line: ΡΟΔΟΣΤΑΜΟ-ΜΑΣΤΙΧΗ-ΑΜΥΓΔΑΛΑ <box>1218 974 1508 994</box>
bank-sub: ΚΕΝΤΡΙΚΟΝ ΚΑΤΑΣΤΗΜΑ <box>1285 1100 1441 1116</box>
table-cell: 160.000 <box>1248 583 1282 594</box>
line-company: ΕΛΛΗΝΙΚΑΙ ΜΕΣΟΓΕΙΑΚΑΙ ΓΡΑΜΜΑΙ Α.Ε. <box>953 1069 1105 1098</box>
headline-oil-fleet: Ο ΣΤΟΛΟΣ ΠΕΤΡΕΛΑΙΟΦΟΡΩΝ ΤΩΝ ΗΝΩΜΕΝΩΝ ΠΟΛΙΤΕΙΩΝ <box>716 1310 904 1333</box>
headline-german-danger: Ο ΓΕΡΜΑΝΙΚΟΣ ΚΙΝΔΥΝΟΣ ΑΝΑΖΗ! <box>10 664 372 724</box>
article-body: Ἡ Μέση Ἀνατολὴ ἀποτελεῖ σήμερον μίαν ἀπὸ τὰς πλέον ἀσταθεῖς περιοχὰς τοῦ κόσμου. Αἱ διαφοραὶ μεταξὺ τῶν ἀραβικῶν κρατῶν καὶ τοῦ Ἰσραὴλ δὲν ἔχουν ἐπιλυθῆ, ἐνῷ τὸ πρόβλημα τῶν προσφύγων παραμένει ὀξύ. Αἱ Δυτικαὶ Δυνάμεις καταβάλλουν προσπαθείας διὰ τὴν σταθεροποίησιν τῆς καταστάσεως, ἀλλὰ τὰ ἀποτελέσματα δὲν εἶναι ἀκόμη ἱκανοποιητικά. <box>940 744 1118 885</box>
column-rule <box>1126 80 1128 2237</box>
table-cell: 55.000 <box>1254 553 1282 564</box>
divider <box>940 428 1118 430</box>
bank-hours: Ἀπὸ 5 μ. μ. ἕως 7.30 μ. μ. <box>1255 1333 1471 1354</box>
bank-hours: 8.15 π. μ. - 1 μ. μ. <box>1293 1179 1433 1199</box>
headline-roosevelt: ΕΡΕΥΝΑ ΚΑΙ ΚΑΤΑΞΙΣ ΤΩΝ ΕΓΓΡΑΦΩΝ ΤΟΥ ΦΡΑΓΚ. ΡΟΥΖΒΕΛΤ <box>726 1098 894 1138</box>
article-body: ΝΕΑ ΥΟΡΚΗ, 7. (Ἰδ. ὑπ.). Αἱ Ἡνωμένοι Πολιτεῖαι θὰ χορηγήσουν νέον δάνειον εἰς τὰς Ἡνωμένας Πολιτείας τῆς Ἰνδονησίας, ὡς ἀνεκοινώθη ἐπισήμως. Τὸ δάνειον προορίζεται διὰ τὴν ἀνασυγκρότησιν τῆς οἰκονομίας τοῦ νέου κράτους καὶ θὰ χρησιμοποιηθῇ διὰ τὴν ἀγορὰν μηχανημάτων καὶ τροφίμων. <box>940 292 1118 421</box>
headline-nehru: Ο ΠΑΝΤΙΤ ΝΕΧΡΟΥ ΚΑΘΟΡΙΖΕΙ ΤΗΝ ΠΟΛΙΤΙΚΗΝ ΤΟΥ ΙΝΔΟΣΤΑΝ ΕΝΑΝΤΙ ΤΩΝ ΓΕΙΤΟΝΩΝ ΤΟΥ <box>433 411 879 483</box>
column-rule <box>930 80 932 2237</box>
table-cell: -80.000 <box>1323 593 1354 604</box>
headline-un: Η ΟΗΕ ΘΑ ΑΣΚΗΣΗ ΝΕΑΝ ΠΙΕΣΙΝ ΕΠΙ ΤΩΝ ΑΝΑΤ. ΧΩΡΩΝ ΔΙΑ ΤΗΝ ΑΠΟΔΟΣΙΝ ΤΩΝ ΕΛΛΗΝΟΠΑΙΔΩΝ <box>415 92 897 185</box>
table-cell: 210.000 <box>1492 533 1525 544</box>
table-row <box>1136 544 1356 554</box>
table-row <box>1136 594 1356 604</box>
article-body: ΟΥΑΣΙΓΚΤΩΝ, 7. (Ἰδ. ὑπ.). Ἡ Γερουσία θὰ συζητήσῃ προσεχῶς νομοσχέδιον διὰ τὴν αὔξησιν τοῦ ἀριθμοῦ τῶν προσφύγων οἱ ὁποῖοι θὰ γίνουν δεκτοὶ εἰς τὰς Ἡνωμένας Πολιτείας. Κατὰ τὸ νομοσχέδιον, ὁ ἀριθμὸς τῶν ἐκτοπισθέντων θὰ αὐξηθῇ εἰς 339.000. <box>1136 708 1590 746</box>
headline-middle-east: ΓΙΑ ΣΗΜΕΡΑ ΑΣΤΑΘΕΙΑΣ ΕΙΣ ΤΗΝ Μ. ΑΝΑΤΟΛΗΝ <box>946 528 1112 579</box>
article-body: ΛΟΝΔΙΝΟΝ, 7. (Ἰδ. ὑπ.). Αἱ τετραμερεῖς διαπραγματεύσεις διὰ τὴν σύνταξιν τῆς συνθήκης εἰρήνης μὲ τὴν Αὐστρίαν θὰ ἐπαναληφθοῦν προσεχῶς εἰς Λονδῖνον. Οἱ ἀναπληρωταὶ τῶν ὑπουργῶν Ἐξωτερικῶν τῶν τεσσάρων Μεγάλων Δυνάμεων θὰ ἐξετάσουν τὰ ἐκκρεμοῦντα ζητήματα, μεταξὺ τῶν ὁποίων καὶ τὸ ζήτημα τῶν γερμανικῶν περιουσιῶν. <box>1136 174 1590 224</box>
table-cell: 31.000 <box>1259 692 1288 703</box>
sailing-date: 4 Φεβρουαρίου—Σάββατον 4 μ. μ. <box>952 1201 1106 1212</box>
toothpaste-tube <box>397 1330 687 1420</box>
table-row <box>1136 624 1356 634</box>
bank-brand <box>1144 1241 1582 1283</box>
headline-car-crash: ΣΥΓΚΡΟΥΣΙΣ ΑΥΤΟΚΙΝΗΤΩΝ <box>1282 851 1444 864</box>
table-cell: 295.000 <box>1492 623 1525 634</box>
headline-box <box>392 83 920 194</box>
table-cell: Βιοχ. <box>1366 543 1386 554</box>
line-company: ΑΤΜΟΠΛΟΙΑ ΥΙΩΝ Γ. ΣΙΓΑΛΑ <box>961 1444 1097 1456</box>
ad-tagline: ποσότητα Κολυνὸς ἔχετε ἄφθονο <box>407 1211 677 1231</box>
table-cell: 121.000 <box>1492 583 1525 594</box>
article-body: Ὁ γενικὸς γραμματεὺς τοῦ ὑπουργείου Ἐργασίας ὑπέβαλε τὴν παραίτησίν του, ἡ ὁποία ἐγένετο δεκτή. <box>940 1474 1118 1525</box>
